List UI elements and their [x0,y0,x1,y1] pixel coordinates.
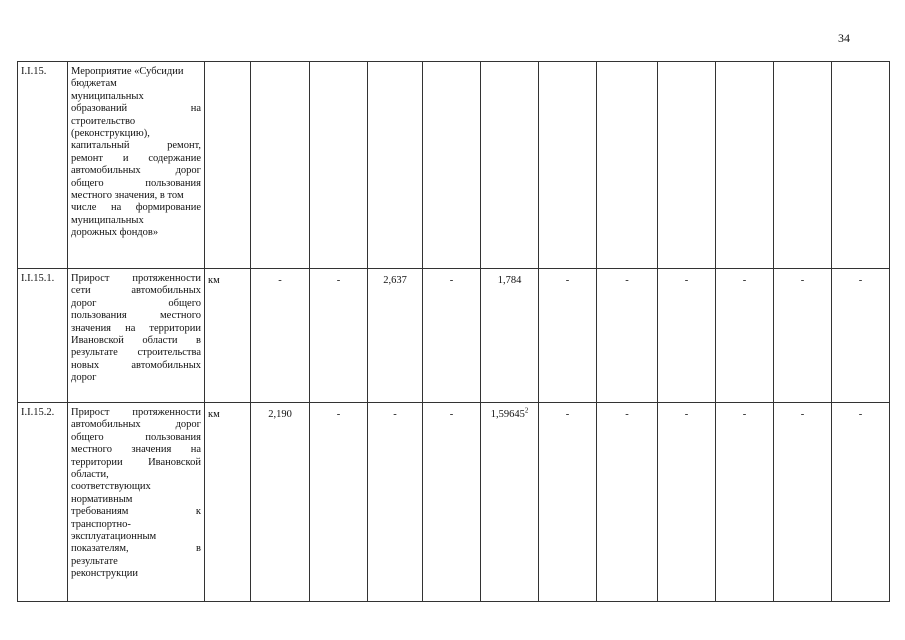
description-line: эксплуатационным [71,531,157,543]
value-cell [774,269,832,403]
value-cell [423,403,481,602]
value-text: - [393,409,397,420]
description-line: местного значения на [71,444,201,456]
value-text: - [625,275,629,286]
description-line: общего пользования [71,177,201,189]
description-line: дорожных фондов» [71,227,159,239]
page-number: 34 [838,31,850,45]
value-cell [251,62,310,269]
footnote-mark: 2 [524,406,529,415]
description-line: Прирост протяженности [71,273,201,284]
value-cell [251,269,310,403]
description-line: капитальный ремонт, [71,140,201,152]
table-row [18,403,890,602]
value-cell [310,269,368,403]
description-line: строительство [71,115,136,127]
value-cell [832,403,890,602]
description-line: нормативным [71,493,133,505]
value-cell [658,62,716,269]
row-unit: км [205,403,251,602]
value-text: 2,190 [268,409,292,420]
description-line: образований на [71,103,201,115]
value-cell [310,62,368,269]
value-text: - [565,409,570,420]
value-text: 1,784 [497,275,522,286]
value-text: - [742,275,747,286]
value-cell [716,62,774,269]
value-cell [539,62,597,269]
table-row [18,62,890,269]
value-text: 1,59645 [490,409,525,420]
value-text: - [449,275,454,286]
description-line: местного значения, в том [71,190,184,202]
value-cell [368,62,423,269]
value-cell [539,269,597,403]
table-row [18,269,890,403]
description-line: общего пользования [71,431,201,443]
measures-table [17,61,890,602]
value-cell [716,403,774,602]
description-line: результате [71,555,118,567]
description-line: сети автомобильных [71,285,201,297]
description-line: транспортно- [71,518,131,530]
value-cell [368,403,423,602]
value-cell [597,269,658,403]
value-cell [597,62,658,269]
value-text: - [858,275,863,286]
description-line: Прирост протяженности [71,407,201,418]
description-line: требованиям к [71,506,201,518]
description-line: дорог общего [71,297,201,309]
value-cell [423,62,481,269]
row-description [68,269,205,403]
row-number: I.I.15.1. [18,269,68,403]
value-cell [251,403,310,602]
row-number: I.I.15. [18,62,68,269]
value-text: - [800,409,805,420]
description-line: автомобильных дорог [71,165,201,177]
row-description [68,403,205,602]
value-cell [832,62,890,269]
value-cell [658,403,716,602]
value-cell [832,269,890,403]
value-text: - [336,409,341,420]
description-line: показателям, в [71,543,201,555]
value-cell [481,62,539,269]
description-line: автомобильных дорог [71,419,201,431]
description-line: области, [71,469,109,481]
description-line: результате строительства [71,347,201,359]
value-cell [481,403,539,602]
description-line: ремонт и содержание [71,152,201,164]
value-text: - [625,409,629,420]
value-cell [310,403,368,602]
description-line: пользования местного [71,310,201,322]
value-text: - [858,409,863,420]
description-line: числе на формирование [71,202,201,214]
description-line: бюджетам [71,78,117,90]
value-cell [423,269,481,403]
value-cell [597,403,658,602]
description-line: территории Ивановской [71,456,201,468]
value-text: - [449,409,454,420]
description-line: Мероприятие «Субсидии [71,66,184,77]
value-text: - [565,275,570,286]
value-cell [481,269,539,403]
value-cell [539,403,597,602]
description-line: Ивановской области в [71,335,201,347]
value-text: - [278,275,282,286]
value-text: - [800,275,805,286]
description-line: значения на территории [71,322,201,334]
row-unit [205,62,251,269]
description-line: (реконструкцию), [71,128,150,140]
description-line: реконструкции [71,568,139,580]
description-line: муниципальных [71,90,144,102]
description-line: дорог [71,372,97,384]
value-text: - [684,409,689,420]
value-text: - [336,275,341,286]
description-line: муниципальных [71,214,144,226]
row-description [68,62,205,269]
value-text: - [742,409,747,420]
value-cell [774,62,832,269]
value-cell [716,269,774,403]
description-line: соответствующих [71,481,151,493]
description-line: новых автомобильных [71,359,201,371]
value-text: 2,637 [383,275,407,286]
value-cell [774,403,832,602]
row-unit: км [205,269,251,403]
value-cell [368,269,423,403]
row-number: I.I.15.2. [18,403,68,602]
value-text: - [684,275,689,286]
value-cell [658,269,716,403]
